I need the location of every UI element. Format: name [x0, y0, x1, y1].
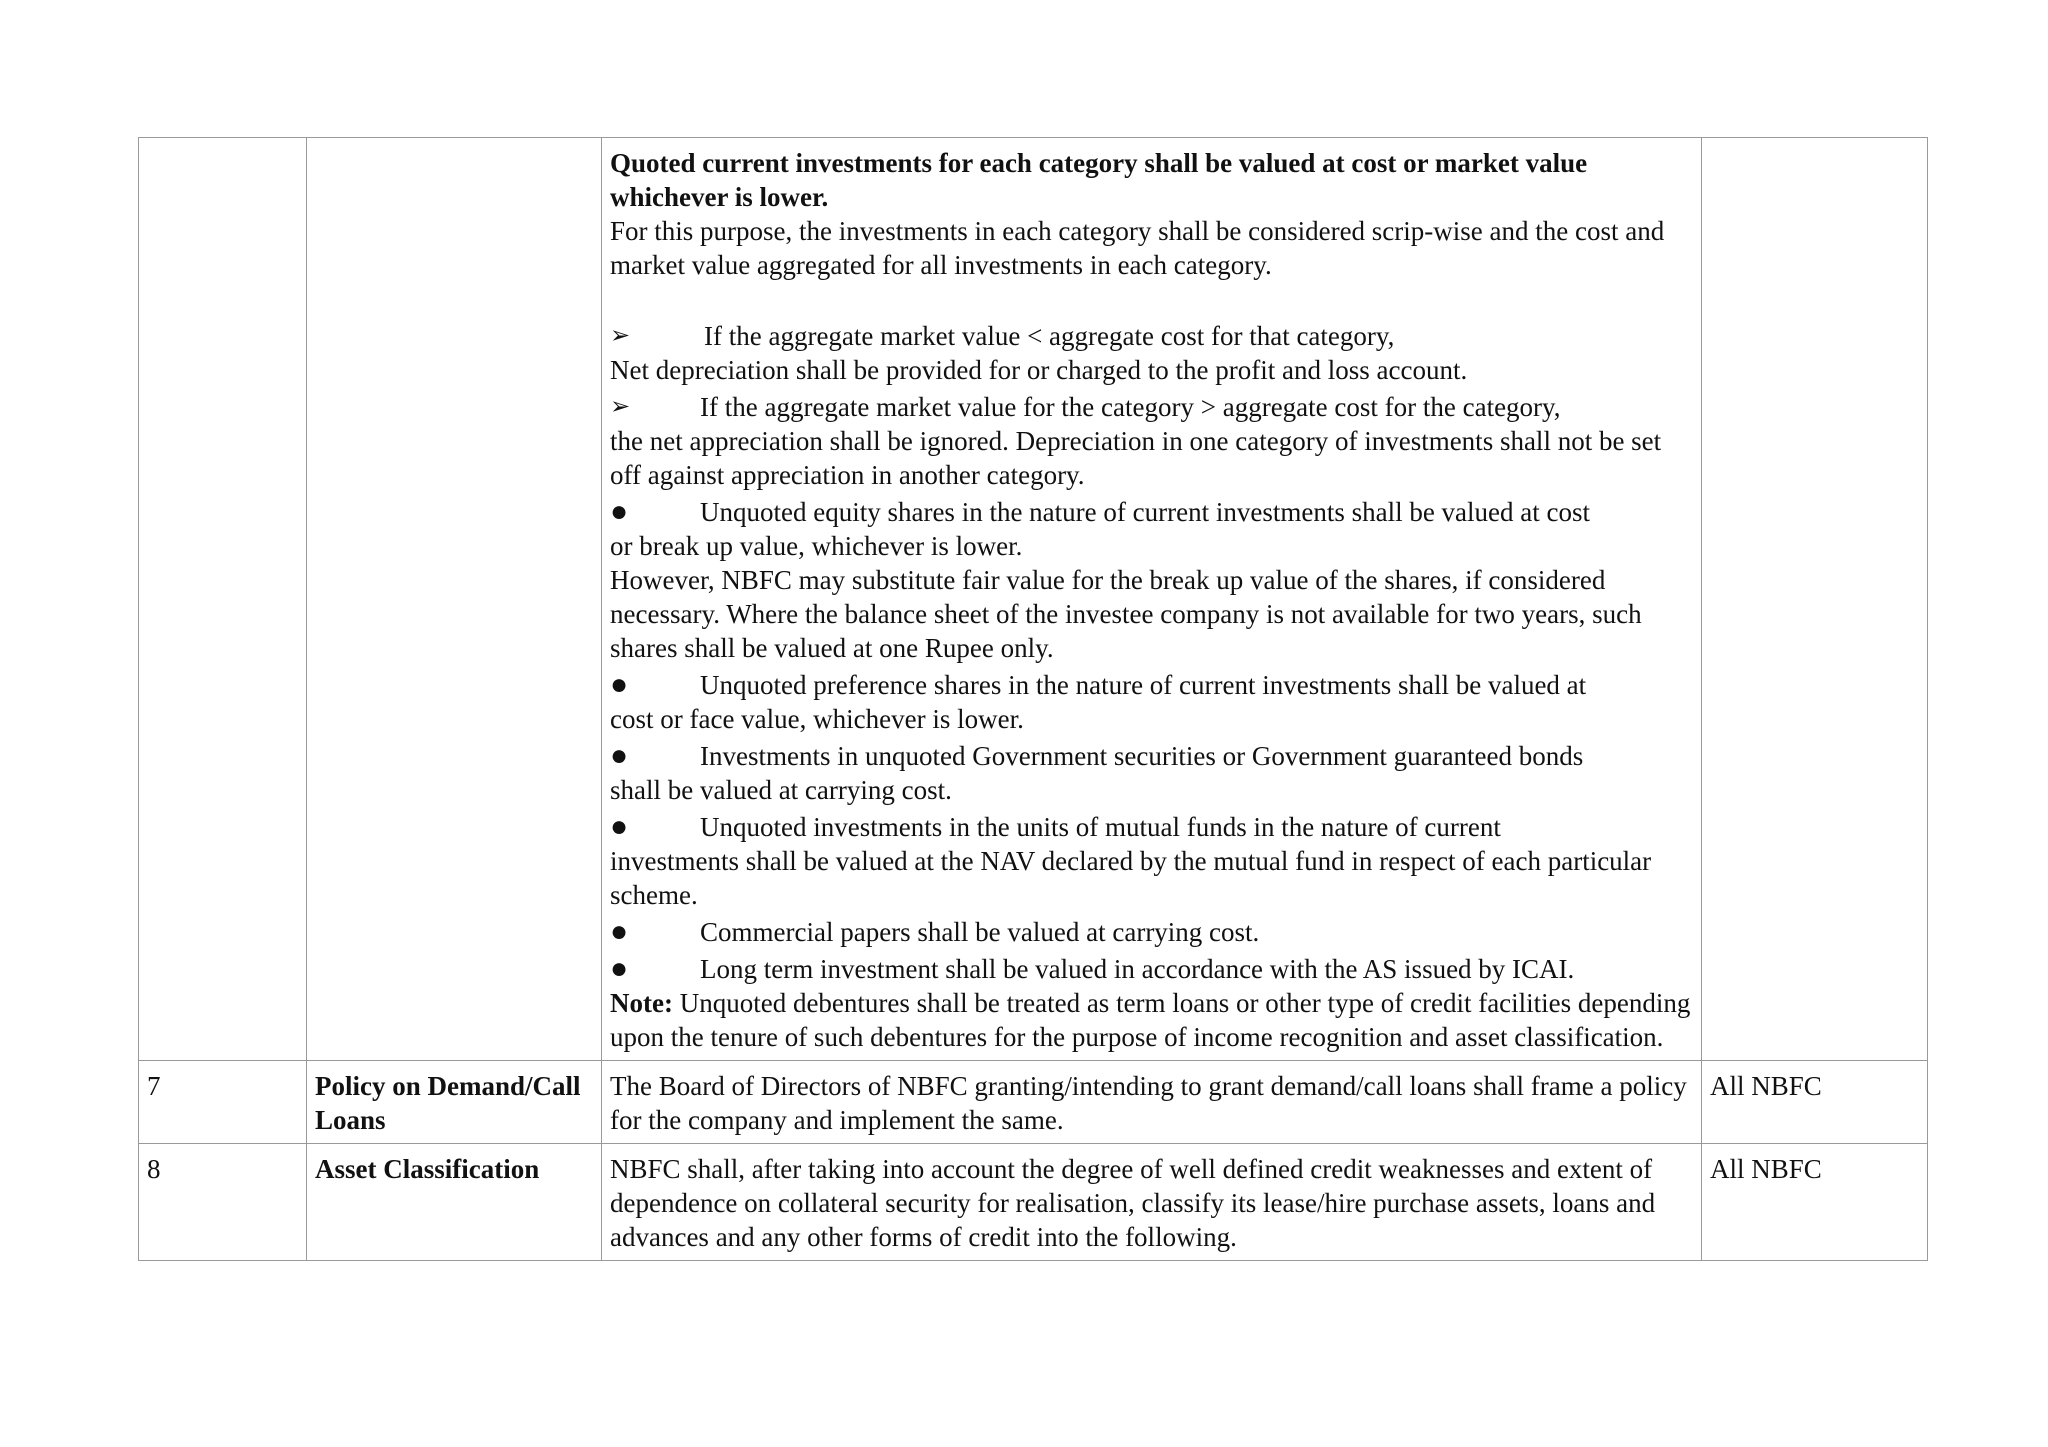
serial-number-cell: 7 — [139, 1061, 307, 1144]
bullet-icon: ● — [610, 952, 629, 985]
note-label: Note: — [610, 988, 673, 1018]
arrow-bullet-icon: ➢ — [610, 394, 631, 420]
table-row — [139, 1061, 1928, 1144]
arrow-item — [610, 390, 1693, 424]
bullet-item — [610, 915, 1693, 949]
regulations-table — [138, 137, 1928, 1261]
bullet-icon: ● — [610, 668, 629, 701]
valuation-heading: Quoted current investments for each category shall be valued at cost or market value whichever is lower. — [610, 148, 1588, 212]
subject-cell: Asset Classification — [307, 1144, 602, 1261]
arrow-item-text: If the aggregate market value < aggregate cost for that category, — [704, 321, 1395, 351]
content-cell — [602, 138, 1702, 1061]
serial-number-cell: 8 — [139, 1144, 307, 1261]
arrow-item-continuation: Net depreciation shall be provided for or charged to the profit and loss account. — [610, 355, 1468, 385]
bullet-icon: ● — [610, 810, 629, 843]
bullet-item-text: Long term investment shall be valued in accordance with the AS issued by ICAI. — [700, 954, 1575, 984]
table-row — [139, 1144, 1928, 1261]
bullet-item — [610, 952, 1693, 986]
bullet-item — [610, 668, 1693, 702]
note-paragraph — [610, 986, 1693, 1054]
bullet-icon: ● — [610, 739, 629, 772]
bullet-item-continuation: investments shall be valued at the NAV declared by the mutual fund in respect of each particular scheme. — [610, 846, 1652, 910]
applicability-cell — [1702, 138, 1928, 1061]
arrow-item — [610, 319, 1693, 353]
subject-cell — [307, 138, 602, 1061]
content-cell: The Board of Directors of NBFC granting/intending to grant demand/call loans shall frame a policy for the company and implement the same. — [602, 1061, 1702, 1144]
content-cell: NBFC shall, after taking into account the degree of well defined credit weaknesses and extent of dependence on collateral security for realisation, classify its lease/hire purchase assets, loans and advances and any other forms of credit into the following. — [602, 1144, 1702, 1261]
note-text: Unquoted debentures shall be treated as term loans or other type of credit facilities depending upon the tenure of such debentures for the purpose of income recognition and asset classification. — [610, 988, 1691, 1052]
table-row — [139, 138, 1928, 1061]
applicability-cell: All NBFC — [1702, 1061, 1928, 1144]
bullet-icon: ● — [610, 495, 629, 528]
subject-cell: Policy on Demand/Call Loans — [307, 1061, 602, 1144]
bullet-item — [610, 495, 1693, 529]
bullet-item-note: However, NBFC may substitute fair value for the break up value of the shares, if considered necessary. Where the balance sheet of the investee company is not available for two years, such shares shall be valued at one Rupee only. — [610, 565, 1642, 663]
bullet-item-text: Unquoted investments in the units of mutual funds in the nature of current — [700, 812, 1501, 842]
bullet-item-continuation: shall be valued at carrying cost. — [610, 775, 952, 805]
spacer — [610, 282, 1693, 316]
bullet-item-continuation: or break up value, whichever is lower. — [610, 531, 1023, 561]
intro-paragraph: For this purpose, the investments in each category shall be considered scrip-wise and the cost and market value aggregated for all investments in each category. — [610, 216, 1665, 280]
serial-number-cell — [139, 138, 307, 1061]
applicability-cell: All NBFC — [1702, 1144, 1928, 1261]
bullet-item-text: Unquoted preference shares in the nature of current investments shall be valued at — [700, 670, 1587, 700]
bullet-item — [610, 810, 1693, 844]
bullet-item-text: Commercial papers shall be valued at carrying cost. — [700, 917, 1260, 947]
bullet-item-text: Investments in unquoted Government securities or Government guaranteed bonds — [700, 741, 1584, 771]
bullet-item-continuation: cost or face value, whichever is lower. — [610, 704, 1024, 734]
arrow-item-continuation: the net appreciation shall be ignored. Depreciation in one category of investments shall not be set off against appreciation in another category. — [610, 426, 1662, 490]
bullet-item — [610, 739, 1693, 773]
bullet-item-text: Unquoted equity shares in the nature of current investments shall be valued at cost — [700, 497, 1590, 527]
arrow-item-text: If the aggregate market value for the category > aggregate cost for the category, — [700, 392, 1561, 422]
arrow-bullet-icon: ➢ — [610, 323, 631, 349]
bullet-icon: ● — [610, 915, 629, 948]
